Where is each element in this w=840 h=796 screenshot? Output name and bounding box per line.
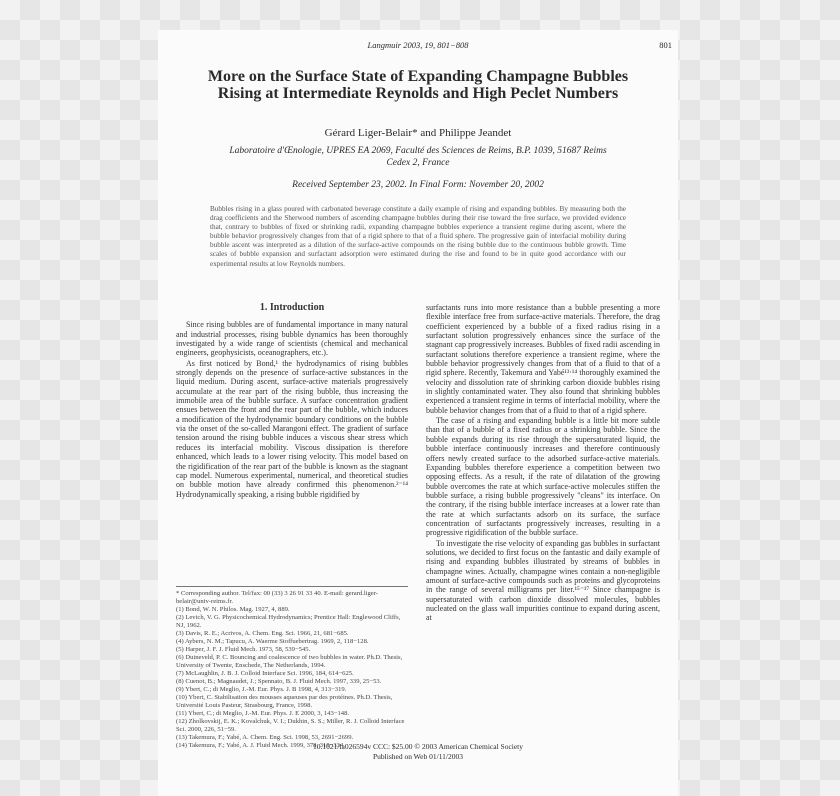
footnote: (3) Davis, R. E.; Acrivos, A. Chem. Eng. Sci. 1966, 21, 681−685. <box>176 630 349 637</box>
footnote: (12) Zholkovskij, E. K.; Kovalchuk, V. I.; Dukhin, S. S.; Miller, R. J. Colloid Interface Sci. 2000, 226, 51−59. <box>176 718 405 733</box>
footnote: (7) McLaughlin, J. B. J. Colloid Interface Sci. 1996, 184, 614−625. <box>176 670 354 677</box>
footnotes <box>176 586 408 750</box>
footnote: (8) Cuenot, B.; Magnaudet, J.; Spennato, B. J. Fluid Mech. 1997, 339, 25−53. <box>176 678 382 685</box>
page-footer <box>158 742 678 761</box>
left-column <box>176 303 408 499</box>
running-head: Langmuir 2003, 19, 801−808 <box>367 40 469 50</box>
page-number: 801 <box>659 40 672 50</box>
footnote: (4) Aybers, N. M.; Tapucu, A. Waerme Stoffuebertrag. 1969, 2, 118−128. <box>176 638 369 645</box>
journal-page <box>158 30 678 796</box>
footnote: (6) Duineveld, P. C. Bouncing and coalescence of two bubbles in water. Ph.D. Thesis, University of Twente, Enschede, The Netherlands, 1994. <box>176 654 403 669</box>
received-dates: Received September 23, 2002. In Final Form: November 20, 2002 <box>292 180 544 190</box>
doi-line: 10.1021/la026594v CCC: $25.00 © 2003 American Chemical Society <box>312 742 524 751</box>
body-paragraph: As first noticed by Bond,¹ the hydrodynamics of rising bubbles strongly depends on the presence of surface-active substances in the liquid medium. During ascent, surface-active materials progressively accumulate at the rear part of the rising bubble, thus increasing the immobile area of the bubble surface. A surface concentration gradient ensues between the front and the rear part of the bubble, which induces a modification of the hydrodynamic boundary conditions on the bubble via the onset of the so-called Marangoni effect. The gradient of surface tension around the rising bubble induces a viscous shear stress which reduces its interfacial mobility. Viscous dissipation is therefore enhanced, which leads to a lower rising velocity. This model based on the rigidification of the rear part of the bubble is known as the stagnant cap model. Numerous experimental, numerical, and theoretical studies on bubble motion have already confirmed this phenomenon.²⁻¹⁴ Hydrodynamically speaking, a rising bubble rigidified by <box>176 358 408 499</box>
footnote: (11) Ybert, C.; di Meglio, J.-M. Eur. Phys. J. E 2000, 3, 143−148. <box>176 710 350 717</box>
footnote: (5) Harper, J. F. J. Fluid Mech. 1973, 58, 539−545. <box>176 646 311 653</box>
article-title: More on the Surface State of Expanding Champagne Bubbles Rising at Intermediate Reynolds and High Peclet Numbers <box>207 68 629 102</box>
section-heading <box>176 303 408 312</box>
body-paragraph: To investigate the rise velocity of expanding gas bubbles in surfactant solutions, we decided to first focus on the fantastic and daily example of rising and expanding bubbles illustrated by streams of bubbles in champagne wines. Actually, champagne wines contain a non-negligible amount of surface-active compounds such as proteins and glycoproteins in the range of several milligrams per liter.¹⁵⁻¹⁷ Since champagne is supersaturated with carbon dioxide dissolved molecules, bubbles nucleated on the glass wall impurities continue to expand during ascent, at <box>426 538 660 623</box>
footnote: (9) Ybert, C.; di Meglio, J.-M. Eur. Phys. J. B 1998, 4, 313−319. <box>176 686 347 693</box>
body-paragraph: surfactants runs into more resistance than a bubble presenting a more flexible interface free from surface-active materials. Therefore, the drag coefficient experienced by a bubble of a fixed radius rising in a surfactant solution progressively enhances since the surface of the stagnant cap progressively increases. Bubbles of fixed radii ascending in surfactant solutions therefore experience a transient regime, where the bubble behavior progressively changes from that of a fluid to that of a rigid sphere. Recently, Takemura and Yabé¹³·¹⁴ thoroughly examined the velocity and dissolution rate of shrinking carbon dioxide bubbles rising in slightly contaminated water. They also found that shrinking bubbles experienced a transient regime in terms of interfacial mobility, where the bubble behavior changes from that of a fluid to that of a rigid sphere. <box>426 303 660 415</box>
footnote: * Corresponding author. Tel/fax: 00 (33) 3 26 91 33 40. E-mail: gerard.liger-belair@univ-reims.fr. <box>176 590 378 605</box>
footnote: (10) Ybert, C. Stabilisation des mousses aqueuses par des protéines. Ph.D. Thesis, Université Louis Pasteur, Strasbourg, France, 1998. <box>176 694 393 709</box>
section-title: Introduction <box>269 302 325 313</box>
body-paragraph: Since rising bubbles are of fundamental importance in many natural and industrial processes, rising bubble dynamics has been thoroughly investigated by a wide range of scientists (chemical and mechanical engineers, geophysicists, oceanographers, etc.). <box>176 320 408 358</box>
publication-date: Published on Web 01/11/2003 <box>372 751 464 761</box>
author-list: Gérard Liger-Belair* and Philippe Jeandet <box>324 127 512 139</box>
footnote: (2) Levich, V. G. Physicochemical Hydrodynamics; Prentice Hall: Englewood Cliffs, NJ, 1962. <box>176 614 401 629</box>
affiliation: Laboratoire d'Œnologie, UPRES EA 2069, Faculté des Sciences de Reims, B.P. 1039, 51687 Reims Cedex 2, France <box>229 146 607 168</box>
body-paragraph: The case of a rising and expanding bubble is a little bit more subtle than that of a bubble of a fixed radius or a shrinking bubble. Since the bubble expands during its rise through the supersaturated liquid, the bubble interface continuously increases and therefore continuously offers newly created surface to the adsorbed surface-active materials. Expanding bubbles therefore experience a competition between two opposing effects. As a result, if the rate of dilatation of the growing bubble overcomes the rate at which surface-active molecules stiffen the bubble surface, a rising bubble progressively "cleans" its interface. On the contrary, if the rising bubble interface increases at a lower rate than the rate at which surfactants adsorb on its surface, the surface concentration of surfactants progressively increases, resulting in a progressive rigidification of the bubble surface. <box>426 416 660 538</box>
section-number: 1. <box>259 302 268 313</box>
footnote: (14) Takemura, F.; Yabé, A. J. Fluid Mech. 1999, 378, 319−334. <box>176 742 345 749</box>
right-column <box>426 303 660 623</box>
footnote: (13) Takemura, F.; Yabé, A. Chem. Eng. Sci. 1998, 53, 2691−2699. <box>176 734 354 741</box>
abstract: Bubbles rising in a glass poured with carbonated beverage constitute a daily example of rising and expanding bubbles. By measuring both the drag coefficients and the Sherwood numbers of ascending champagne bubbles during their rise toward the free surface, we provided evidence that, contrary to bubbles of fixed or shrinking radii, expanding champagne bubbles experience a transient regime during ascent, where the bubble behavior progressively changes from that of a rigid sphere to that of a fluid sphere. The progressive gain of interfacial mobility during bubble ascent was interpreted as a dilution of the surface-active compounds on the rising bubble due to the continuous bubble growth. Time scales of bubble expansion and surfactant adsorption were estimated during the rise and found to be in quite good accordance with our experimental results at low Reynolds numbers. <box>210 205 626 268</box>
footnote: (1) Bond, W. N. Philos. Mag. 1927, 4, 889. <box>176 606 290 613</box>
